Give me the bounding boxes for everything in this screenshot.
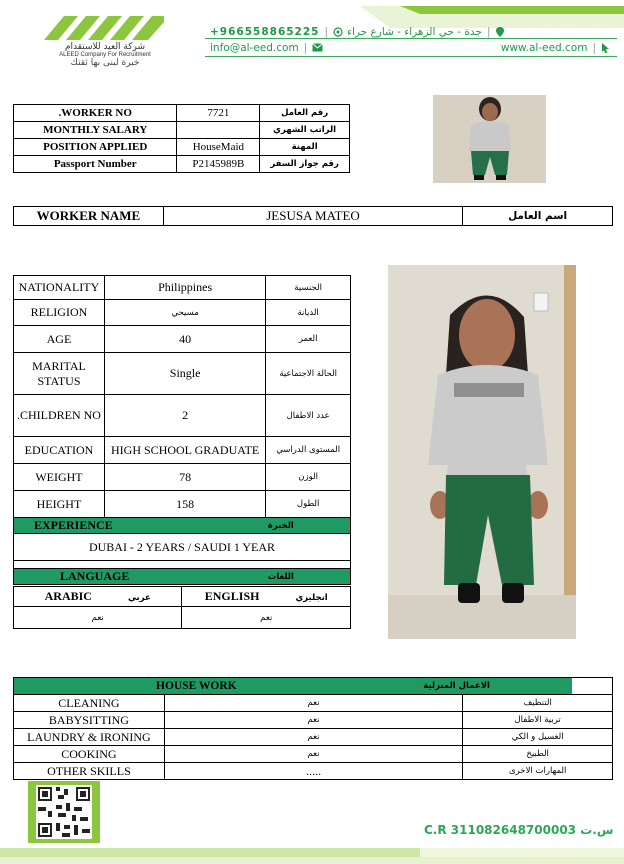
housework-header-row [14,678,613,695]
passport-label: Passport Number [14,156,177,173]
arabic-cell [14,587,182,607]
religion-label: RELIGION [14,300,105,326]
table-row [14,534,351,561]
cooking-value: نعم [164,746,462,763]
cleaning-label-ar: التنظيف [463,695,613,712]
marital-status-label: MARITAL STATUS [14,353,105,395]
worker-photo-large [388,265,576,639]
cursor-icon [601,43,611,53]
passport-label-ar: رقم جواز السفر [260,156,350,173]
experience-header-row [14,518,351,534]
marital-status-label-ar: الحالة الاجتماعية [266,353,351,395]
language-label-ar: اللغات [266,569,351,585]
worker-name-table [13,206,613,226]
table-row [14,122,350,139]
weight-label-ar: الوزن [266,464,351,491]
footer-stripe [0,840,624,864]
salary-label: MONTHLY SALARY [14,122,177,139]
laundry-label: LAUNDRY & IRONING [14,729,165,746]
experience-label-ar: الخبرة [266,518,351,534]
table-row [14,353,351,395]
table-row [14,326,351,353]
header-divider-top [205,38,617,39]
table-row [14,729,613,746]
table-row [14,395,351,437]
education-label-ar: المستوى الدراسي [266,437,351,464]
company-tagline: خبرة لبنى بها ثقتك [70,58,140,68]
english-cell [182,587,351,607]
arabic-label-ar: عربي [127,593,151,603]
laundry-label-ar: الغسيل و الكي [463,729,613,746]
education-value: HIGH SCHOOL GRADUATE [104,437,265,464]
table-row [14,207,613,226]
housework-label-ar: الاعمال المنزلية [423,678,573,695]
whatsapp-icon [333,27,343,37]
table-row [14,695,613,712]
language-table [13,586,351,629]
position-label-ar: المهنة [260,139,350,156]
education-label: EDUCATION [14,437,105,464]
worker-name-label-ar: اسم العامل [463,207,613,226]
worker-photo-small [433,95,546,183]
religion-label-ar: الديانة [266,300,351,326]
worker-no-label-ar: رقم العامل [260,105,350,122]
children-label-ar: عدد الاطفال [266,395,351,437]
position-value: HouseMaid [177,139,260,156]
nationality-label: NATIONALITY [14,276,105,300]
cooking-label-ar: الطبيخ [463,746,613,763]
marital-status-value: Single [104,353,265,395]
header-web-row: info@al-eed.com | www.al-eed.com | [210,40,615,56]
header-contact-row: +966558865225 | جدة - حي الزهراء - شارع حراء | [210,24,615,40]
nationality-value: Philippines [104,276,265,300]
table-row [14,464,351,491]
babysitting-label: BABYSITTING [14,712,165,729]
other-skills-label: OTHER SKILLS [14,763,165,780]
english-value: نعم [182,607,351,629]
header-divider-bottom [205,56,617,57]
english-label: ENGLISH [204,589,260,603]
table-row [14,607,351,629]
company-name-ar: شركة العيد للاستقدام [64,42,146,52]
salary-value [177,122,260,139]
english-label-ar: انجليزي [295,593,328,603]
weight-value: 78 [104,464,265,491]
laundry-value: نعم [164,729,462,746]
age-value: 40 [104,326,265,353]
nationality-label-ar: الجنسية [266,276,351,300]
age-label-ar: العمر [266,326,351,353]
salary-label-ar: الراتب الشهري [260,122,350,139]
weight-label: WEIGHT [14,464,105,491]
table-row [14,139,350,156]
height-label: HEIGHT [14,491,105,518]
passport-value: P2145989B [177,156,260,173]
website-link[interactable]: www.al-eed.com [500,42,588,54]
table-row [14,746,613,763]
table-row [14,763,613,780]
company-name-en: ALEED Company For Recruitment [59,52,151,58]
qr-code-icon[interactable] [28,781,100,843]
email-link[interactable]: info@al-eed.com [210,42,299,54]
worker-name-label: WORKER NAME [14,207,164,226]
height-value: 158 [104,491,265,518]
worker-name-value: JESUSA MATEO [163,207,462,226]
babysitting-value: نعم [164,712,462,729]
arabic-label: ARABIC [44,589,92,603]
table-row [14,276,351,300]
spacer-row [14,561,351,569]
table-row [14,156,350,173]
age-label: AGE [14,326,105,353]
table-row [14,300,351,326]
cleaning-label: CLEANING [14,695,165,712]
language-header-row [14,569,351,585]
summary-table [13,104,350,173]
table-row [14,105,350,122]
religion-value: مسيحي [104,300,265,326]
worker-no-label: .WORKER NO [14,105,177,122]
details-table [13,275,351,585]
children-value: 2 [104,395,265,437]
housework-label: HOUSE WORK [14,678,463,695]
housework-table [13,677,613,780]
babysitting-label-ar: تربية الاطفال [463,712,613,729]
phone-number[interactable]: +966558865225 [210,26,320,38]
table-row [14,587,351,607]
other-skills-label-ar: المهارات الاخرى [463,763,613,780]
table-row [14,491,351,518]
location-pin-icon [495,27,505,37]
height-label-ar: الطول [266,491,351,518]
experience-label: EXPERIENCE [14,518,266,534]
address-text: جدة - حي الزهراء - شارع حراء [347,26,482,38]
language-label: LANGUAGE [14,569,266,585]
table-row [14,712,613,729]
children-label: .CHILDREN NO [14,395,105,437]
position-label: POSITION APPLIED [14,139,177,156]
commercial-registration: C.R 311082648700003 س.ت [424,823,614,837]
table-row [14,437,351,464]
arabic-value: نعم [14,607,182,629]
other-skills-value: ..... [164,763,462,780]
company-logo [44,16,164,40]
cooking-label: COOKING [14,746,165,763]
cleaning-value: نعم [164,695,462,712]
experience-value: DUBAI - 2 YEARS / SAUDI 1 YEAR [14,534,351,561]
envelope-icon [312,43,322,53]
worker-no-value: 7721 [177,105,260,122]
